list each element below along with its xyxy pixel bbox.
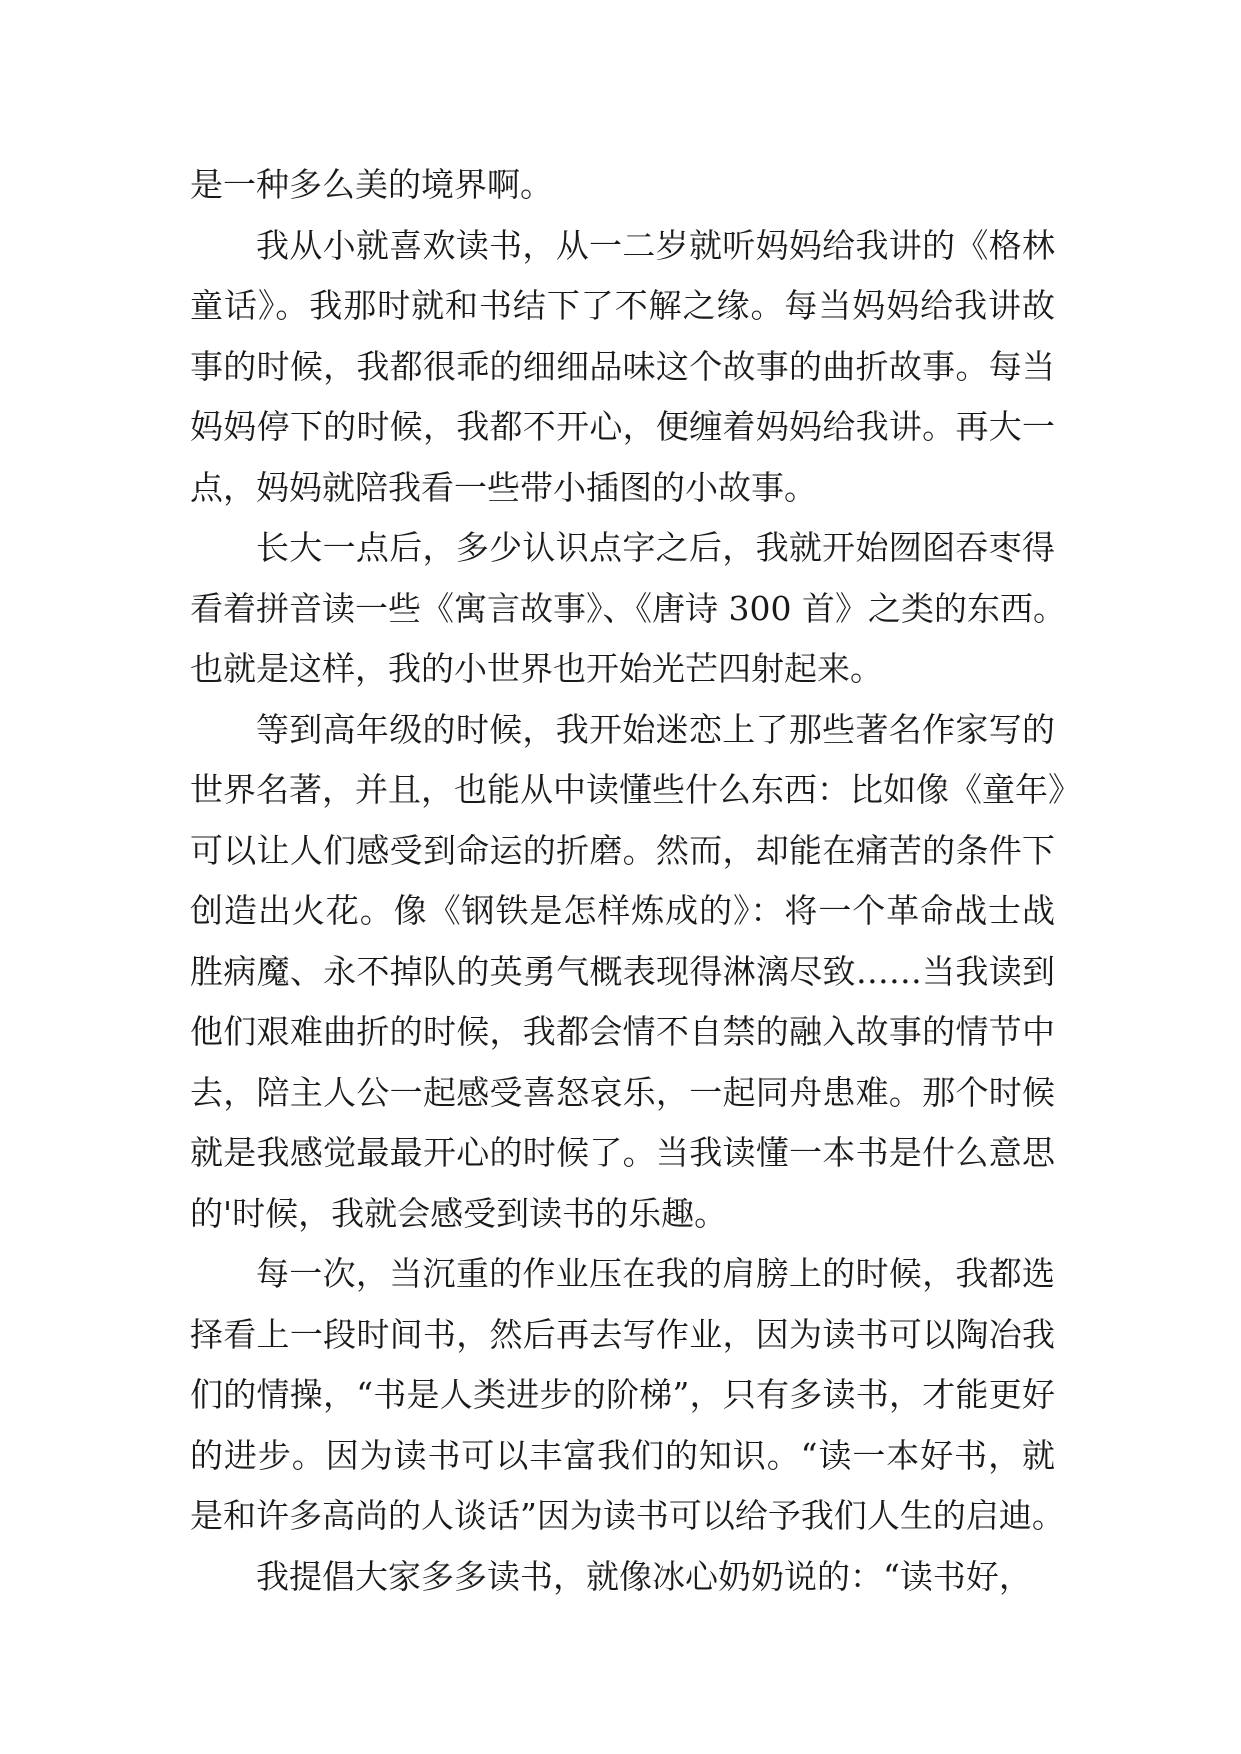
text-line: 可以让人们感受到命运的折磨。然而，却能在痛苦的条件下 <box>190 830 1055 870</box>
text-line: 长大一点后，多少认识点字之后，我就开始囫囵吞枣得 <box>256 528 1055 567</box>
text-line: 是一种多么美的境界啊。 <box>190 165 553 204</box>
text-line: 是和许多高尚的人谈话”因为读书可以给予我们人生的启迪。 <box>190 1496 1065 1535</box>
text-line: 的'时候，我就会感受到读书的乐趣。 <box>190 1193 728 1233</box>
text-line: 胜病魔、永不掉队的英勇气概表现得淋漓尽致……当我读到 <box>190 951 1055 991</box>
text-line: 我从小就喜欢读书，从一二岁就听妈妈给我讲的《格林 <box>256 225 1055 265</box>
text-line: 事的时候，我都很乖的细细品味这个故事的曲折故事。每当 <box>190 346 1055 386</box>
text-line: 妈妈停下的时候，我都不开心，便缠着妈妈给我讲。再大一 <box>190 407 1055 446</box>
text-line: 也就是这样，我的小世界也开始光芒四射起来。 <box>190 649 883 688</box>
text-line: 择看上一段时间书，然后再去写作业，因为读书可以陶冶我 <box>190 1314 1055 1354</box>
text-line: 创造出火花。像《钢铁是怎样炼成的》：将一个革命战士战 <box>190 891 1055 930</box>
text-line: 去，陪主人公一起感受喜怒哀乐，一起同舟患难。那个时候 <box>190 1072 1055 1112</box>
text-line: 就是我感觉最最开心的时候了。当我读懂一本书是什么意思 <box>190 1133 1055 1172</box>
essay-body <box>190 155 1081 1607</box>
text-line: 点，妈妈就陪我看一些带小插图的小故事。 <box>190 467 817 507</box>
text-line: 的进步。因为读书可以丰富我们的知识。“读一本好书，就 <box>190 1435 1055 1475</box>
text-line: 每一次，当沉重的作业压在我的肩膀上的时候，我都选 <box>256 1254 1055 1293</box>
text-line: 童话》。我那时就和书结下了不解之缘。每当妈妈给我讲故 <box>190 286 1055 325</box>
text-line: 看着拼音读一些《寓言故事》、《唐诗 300 首》之类的东西。 <box>190 588 1066 628</box>
text-line: 我提倡大家多多读书，就像冰心奶奶说的：“读书好， <box>256 1556 1032 1596</box>
text-line: 等到高年级的时候，我开始迷恋上了那些著名作家写的 <box>256 709 1055 749</box>
text-line: 世界名著，并且，也能从中读懂些什么东西：比如像《童年》 <box>190 770 1081 809</box>
text-line: 他们艰难曲折的时候，我都会情不自禁的融入故事的情节中 <box>190 1012 1055 1051</box>
text-line: 们的情操，“书是人类进步的阶梯”，只有多读书，才能更好 <box>190 1375 1055 1414</box>
